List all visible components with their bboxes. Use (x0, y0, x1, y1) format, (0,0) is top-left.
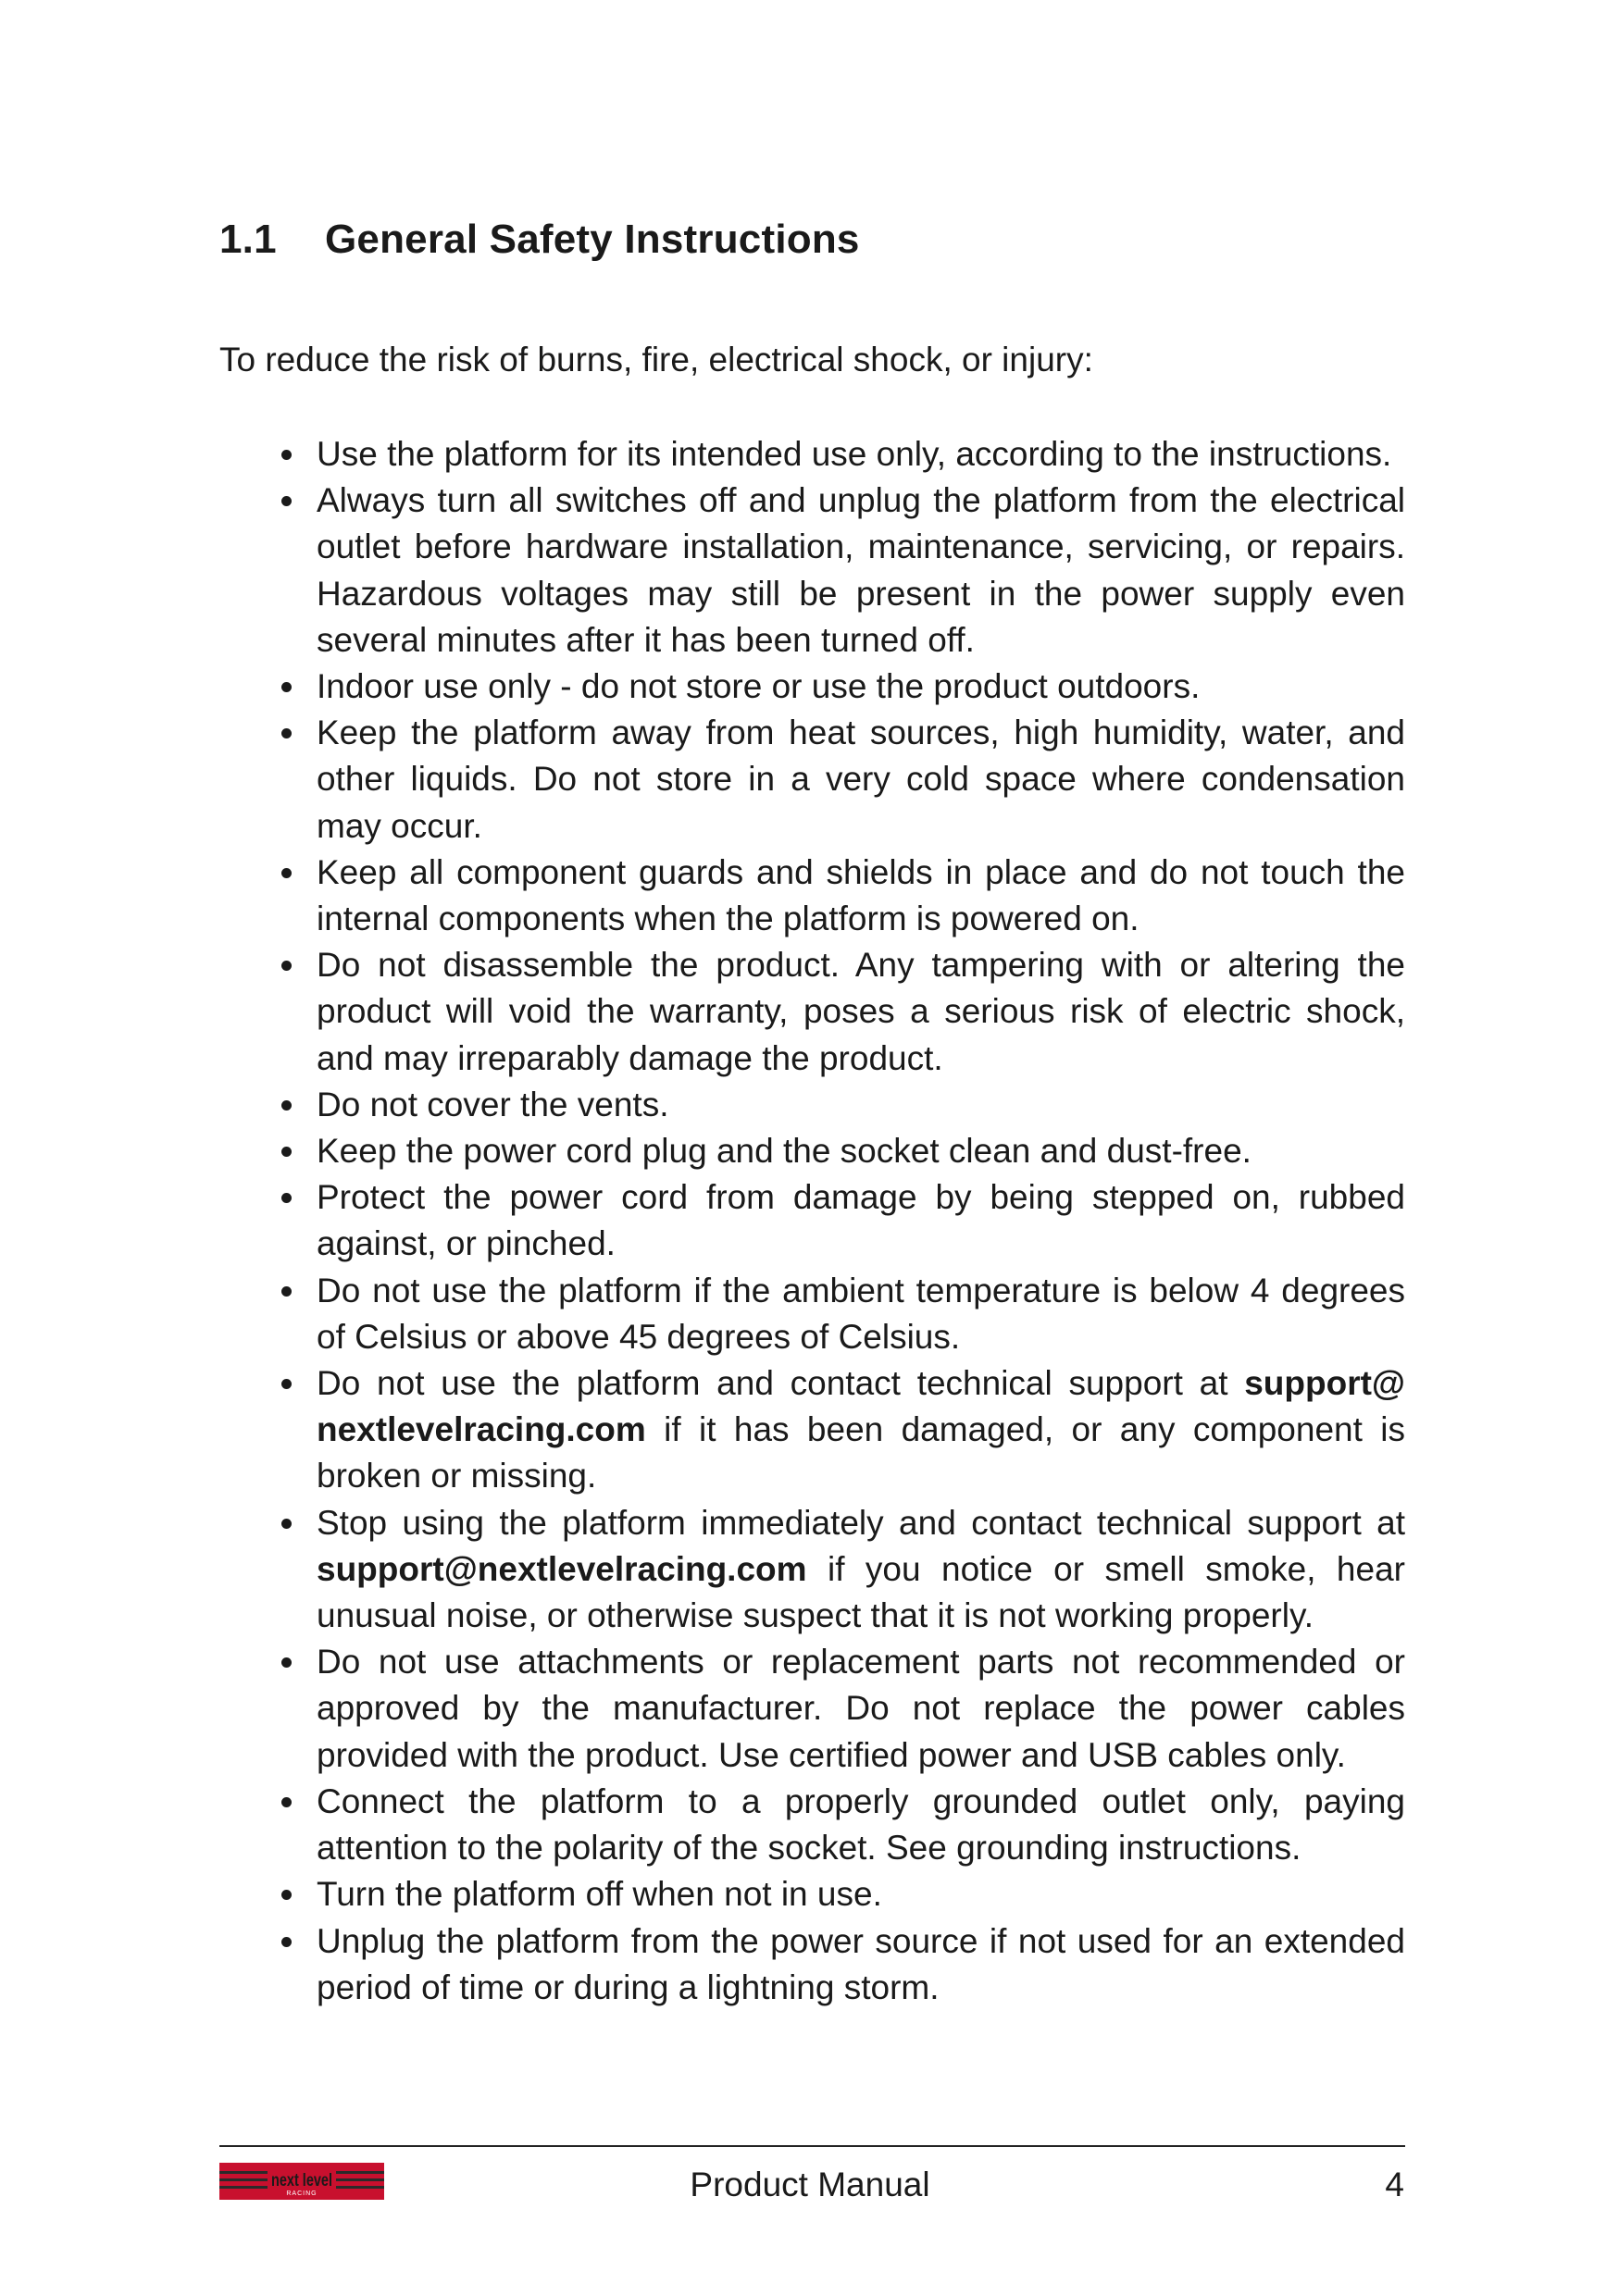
list-item (281, 1082, 1405, 1128)
list-item (281, 1639, 1405, 1779)
list-item (281, 431, 1405, 478)
bullet-icon (281, 1100, 292, 1111)
svg-text:next level: next level (271, 2171, 332, 2191)
bullet-icon (281, 682, 292, 692)
support-email-link[interactable]: support@nextlevelracing.com (317, 1549, 807, 1588)
list-item-text: Do not use the platform and contact technical support at (317, 1364, 1245, 1403)
bullet-icon (281, 1890, 292, 1900)
list-item (281, 942, 1405, 1082)
list-item-text: Do not use attachments or replacement parts not recommended or approved by the manufacturer. Do not replace the power cables provided with the product. Use certified power and USB cables only. (317, 1643, 1405, 1774)
intro-text: To reduce the risk of burns, fire, electrical shock, or injury: (219, 341, 1093, 379)
list-item-text: Stop using the platform immediately and contact technical support at (317, 1503, 1405, 1542)
list-item-text: if you notice or smell smoke, hear unusual noise, or otherwise suspect that it is not working properly. (317, 1549, 1405, 1635)
list-item-text: if it has been damaged, or any component is broken or missing. (317, 1410, 1405, 1496)
bullet-icon (281, 1519, 292, 1529)
list-item-text: Do not cover the vents. (317, 1085, 669, 1123)
list-item (281, 1918, 1405, 2011)
page-number: 4 (1385, 2166, 1404, 2203)
list-item (281, 1360, 1405, 1500)
next-level-racing-logo (219, 2163, 384, 2200)
section-number: 1.1 (219, 217, 277, 262)
svg-text:RACING: RACING (286, 2191, 318, 2197)
list-item-text: Connect the platform to a properly grounded outlet only, paying attention to the polarity of the socket. See grounding instructions. (317, 1781, 1405, 1868)
list-item (281, 1871, 1405, 1917)
list-item-text: Protect the power cord from damage by being stepped on, rubbed against, or pinched. (317, 1178, 1405, 1263)
list-item-text: Always turn all switches off and unplug the platform from the electrical outlet before hardware installation, maintenance, servicing, or repairs. Hazardous voltages may still be present in the power supply even several minutes after it has been turned off. (317, 481, 1405, 659)
list-item (281, 1128, 1405, 1174)
list-item-text: Keep the platform away from heat sources, high humidity, water, and other liquids. Do not store in a very cold space where condensation may occur. (317, 714, 1405, 845)
list-item (281, 1174, 1405, 1267)
list-item (281, 1268, 1405, 1360)
list-item-text: Use the platform for its intended use only, according to the instructions. (317, 435, 1392, 473)
list-item (281, 1500, 1405, 1640)
bullet-icon (281, 1147, 292, 1157)
list-item (281, 478, 1405, 664)
bullet-icon (281, 1657, 292, 1668)
bullet-icon (281, 1193, 292, 1203)
bullet-icon (281, 961, 292, 971)
list-item-text: Unplug the platform from the power source if not used for an extended period of time or during a lightning storm. (317, 1921, 1405, 2006)
list-item-text: Keep all component guards and shields in place and do not touch the internal components when the platform is powered on. (317, 852, 1405, 938)
list-item-text: Do not disassemble the product. Any tampering with or altering the product will void the warranty, poses a serious risk of electric shock, and may irreparably damage the product. (317, 946, 1405, 1077)
footer-title: Product Manual (690, 2166, 930, 2203)
list-item (281, 710, 1405, 850)
support-email-link[interactable]: support@ nextlevelracing.com (317, 1364, 1405, 1449)
list-item (281, 664, 1405, 710)
bullet-icon (281, 868, 292, 878)
bullet-icon (281, 496, 292, 506)
bullet-icon (281, 728, 292, 738)
section-heading (219, 217, 860, 263)
safety-list (281, 431, 1405, 2011)
bullet-icon (281, 1286, 292, 1297)
footer-divider (219, 2145, 1405, 2147)
bullet-icon (281, 1797, 292, 1807)
bullet-icon (281, 1937, 292, 1947)
list-item-text: Turn the platform off when not in use. (317, 1875, 882, 1914)
bullet-icon (281, 450, 292, 460)
section-title: General Safety Instructions (325, 217, 860, 262)
list-item (281, 850, 1405, 942)
bullet-icon (281, 1379, 292, 1389)
list-item-text: Indoor use only - do not store or use the product outdoors. (317, 667, 1201, 706)
list-item-text: Keep the power cord plug and the socket clean and dust-free. (317, 1132, 1252, 1171)
list-item (281, 1779, 1405, 1871)
list-item-text: Do not use the platform if the ambient temperature is below 4 degrees of Celsius or above 45 degrees of Celsius. (317, 1271, 1405, 1356)
